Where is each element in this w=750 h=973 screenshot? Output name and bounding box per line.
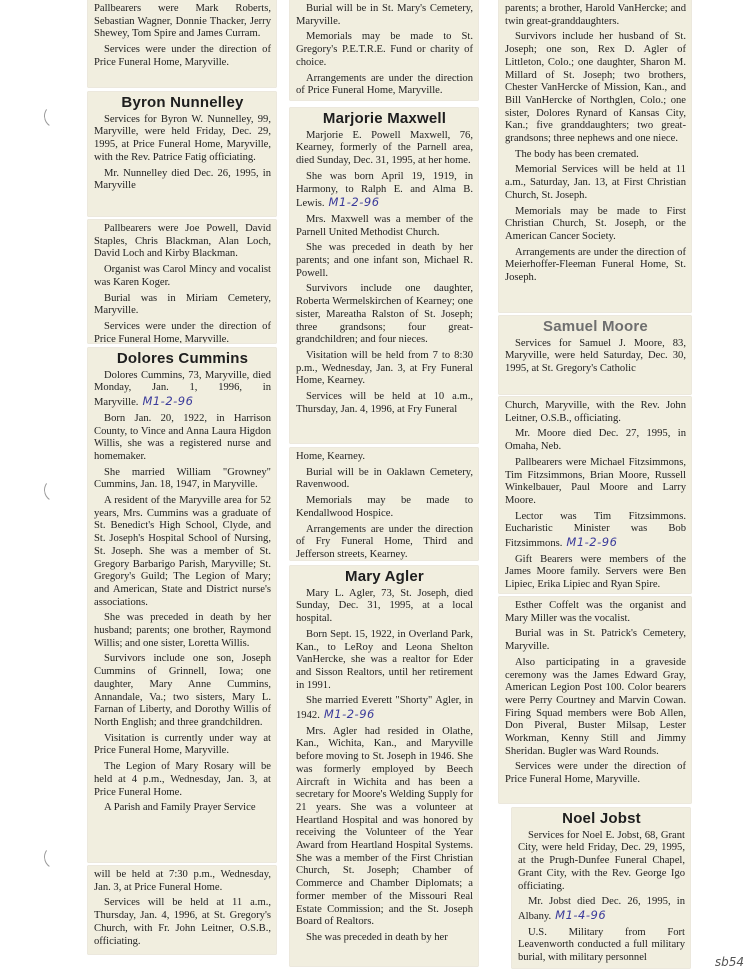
paragraph-text: Lector was Tim Fitzsimmons. Eucharistic Minister was Bob Fitzsimmons.: [505, 510, 686, 550]
paragraph: Survivors include one daughter, Roberta Wermelskirchen of Kearney; one sister, Mareatha Ralston of St. Joseph; three grandsons; four great-grandchildren; and four nieces.: [296, 283, 473, 346]
obituary-noel-jobst: [512, 808, 690, 968]
paragraph: Mary L. Agler, 73, St. Joseph, died Sunday, Dec. 31, 1995, at a local hospital.: [296, 587, 473, 625]
obituary-marjorie-maxwell-continued: [290, 448, 478, 560]
paragraph: Services for Byron W. Nunnelley, 99, Maryville, were held Friday, Dec. 29, 1995, at Price Funeral Home, Maryville, with the Rev. Patrice Fatig officiating.: [94, 113, 271, 163]
obituary-mary-agler: [290, 566, 478, 966]
paragraph: Services were under the direction of Price Funeral Home, Maryville.: [505, 761, 686, 786]
paragraph: Arrangements are under the direction of Fry Funeral Home, Third and Jefferson streets, Kearney.: [296, 523, 473, 560]
paragraph: Mrs. Maxwell was a member of the Parnell United Methodist Church.: [296, 213, 473, 238]
paragraph: parents; a brother, Harold VanHercke; and twin great-granddaughters.: [505, 3, 686, 27]
paragraph-text: Dolores Cummins, 73, Maryville, died Monday, Jan. 1, 1996, in Maryville.: [94, 369, 271, 409]
paragraph: Memorial Services will be held at 11 a.m., Saturday, Jan. 13, at First Christian Church, St. Joseph.: [505, 164, 686, 201]
paragraph: Home, Kearney.: [296, 451, 366, 462]
handwritten-date-note: M1-2-96: [323, 707, 375, 722]
paragraph: Burial will be in St. Mary's Cemetery, Maryville.: [296, 3, 473, 27]
obituary-name-heading: Mary Agler: [345, 568, 424, 585]
paragraph: Burial was in St. Patrick's Cemetery, Maryville.: [505, 628, 686, 653]
paragraph: Survivors include one son, Joseph Cummins of Grinnell, Iowa; one daughter, Mary Anne Cummins, Annandale, Va.; two sisters, Mary L. Farnan of Liberty, and Dorothy Willis of North English; and three grandchildren.: [94, 653, 271, 728]
obituary-marjorie-maxwell: [290, 108, 478, 443]
paragraph: Marjorie E. Powell Maxwell, 76, Kearney, formerly of the Parnell area, died Sunday, Dec. 31, 1995, at her home.: [296, 129, 473, 167]
paragraph: Church, Maryville, with the Rev. John Leitner, O.S.B., officiating.: [505, 400, 686, 424]
handwritten-date-note: M1-2-96: [142, 394, 194, 409]
obituary-samuel-moore-continued: [499, 397, 691, 593]
paragraph: Mr. Nunnelley died Dec. 26, 1995, in Maryville: [94, 167, 271, 192]
handwritten-date-note: M1-4-96: [555, 907, 607, 922]
paragraph: Born Jan. 20, 1922, in Harrison County, to Vince and Anna Laura Higdon Willis, she was a registered nurse and homemaker.: [94, 412, 271, 462]
clipping-col2-top: [290, 0, 478, 100]
paragraph: Services were under the direction of Price Funeral Home, Maryville.: [94, 44, 271, 68]
paragraph: Mr. Moore died Dec. 27, 1995, in Omaha, Neb.: [505, 428, 686, 453]
clipping-col1-top: [88, 0, 276, 87]
paragraph: Services were under the direction of Price Funeral Home, Maryville.: [94, 320, 271, 343]
paragraph: Mrs. Agler had resided in Olathe, Kan., Wichita, Kan., and Maryville before moving to St. Joseph in 1946. She was formerly employed by Beech Aircraft in Wichita and has been a secretary for Moore's Welding Supply for 21 years. She was a volunteer at Heartland Hospital and was honored by receiving the Volunteer of the Year Award from Heartland Hospital Systems. She was a member of the First Christian Church, St. Joseph; Chamber of Commerce and Chamber Diplomats; a former member of the Missouri Real Estate Commission; and the St. Joseph Board of Realtors.: [296, 725, 473, 928]
handwritten-page-note: sb54: [714, 955, 744, 969]
paragraph: Memorials may be made to Kendallwood Hospice.: [296, 495, 473, 519]
obituary-name-heading: Samuel Moore: [543, 318, 648, 335]
paragraph: She was preceded in death by her parents; and one infant son, Michael R. Powell.: [296, 242, 473, 279]
paragraph: [94, 370, 271, 410]
paragraph: She married William "Growney" Cummins, Jan. 18, 1947, in Maryville.: [94, 466, 271, 491]
paragraph: Visitation will be held from 7 to 8:30 p.m., Wednesday, Jan. 3, at Fry Funeral Home, Kearney.: [296, 349, 473, 387]
paragraph: Pallbearers were Mark Roberts, Sebastian Wagner, Donnie Thacker, Jerry Shewey, Tom Spire and James Curram.: [94, 3, 271, 40]
paragraph: [296, 171, 473, 211]
paragraph: She was preceded in death by her husband; parents; one brother, Raymond Willis; and one sister, Loretta Willis.: [94, 612, 271, 649]
paragraph: The Legion of Mary Rosary will be held at 4 p.m., Wednesday, Jan. 3, at Price Funeral Home.: [94, 761, 271, 798]
paragraph-text: She was born April 19, 1919, in Harmony, to Ralph E. and Alma B. Lewis.: [296, 170, 473, 210]
binder-hole-bottom: [42, 843, 70, 871]
obituary-dolores-cummins: [88, 348, 276, 862]
paragraph: The body has been cremated.: [515, 148, 639, 160]
paragraph: Visitation is currently under way at Price Funeral Home, Maryville.: [94, 732, 271, 757]
handwritten-date-note: M1-2-96: [566, 535, 618, 550]
paragraph: Gift Bearers were members of the James Moore family. Servers were Ben Lipiec, Erika Lipiec and Ryan Spire.: [505, 553, 686, 591]
paragraph: Survivors include her husband of St. Joseph; one son, Rex D. Agler of Littleton, Colo.; one daughter, Sharon M. Millard of St. Joseph; two brothers, Chester VanHercke of Mission, Kan., and Bill VanHercke of Northglen, Colo.; one sister, Dolores Rynard of Kansas City, Kan.; five granddaughters; two great-grandsons; three nephews and one niece.: [505, 31, 686, 145]
clipping-col3-top: [499, 0, 691, 312]
paragraph: Also participating in a graveside ceremony was the James Edward Gray, American Legion Post 100. Color bearers were Perry Courtney and Marvin Cowan. Firing Squad members were Bob Allen, Don Piveral, Buster Milsap, Lester Workman, Kenny Still and Jimmy Sheridan. Bugler was Ward Rounds.: [505, 656, 686, 757]
obituary-dolores-cummins-continued: [88, 866, 276, 954]
paragraph-text: She married Everett "Shorty" Agler, in 1942.: [296, 695, 473, 722]
paragraph: [505, 511, 686, 551]
paragraph: Services for Samuel J. Moore, 83, Maryville, were held Saturday, Dec. 30, 1995, at St. Gregory's Catholic: [505, 337, 686, 375]
obituary-name-heading: Dolores Cummins: [116, 350, 249, 367]
paragraph: Services will be held at 11 a.m., Thursday, Jan. 4, 1996, at St. Gregory's Church, with Fr. John Leitner, O.S.B., officiating.: [94, 897, 271, 947]
paragraph: Burial will be in Oaklawn Cemetery, Ravenwood.: [296, 466, 473, 491]
paragraph: [296, 695, 473, 722]
binder-hole-top: [42, 102, 70, 130]
obituary-name-heading: Byron Nunnelley: [121, 94, 244, 111]
paragraph: will be held at 7:30 p.m., Wednesday, Jan. 3, at Price Funeral Home.: [94, 869, 271, 893]
paragraph: Born Sept. 15, 1922, in Overland Park, Kan., to LeRoy and Leona Shelton VanHercke, she was a realtor for Eder and Sisson Realtors, until her retirement in 1991.: [296, 628, 473, 691]
paragraph: Pallbearers were Michael Fitzsimmons, Tim Fitzsimmons, Brian Moore, Russell Winkelbauer, Paul Moore and Larry Moore.: [505, 456, 686, 506]
obituary-name-heading: Noel Jobst: [562, 810, 641, 827]
paragraph: Memorials may be made to St. Gregory's P.E.T.R.E. Fund or charity of choice.: [296, 31, 473, 68]
handwritten-date-note: M1-2-96: [328, 195, 380, 210]
binder-hole-middle: [42, 476, 70, 504]
paragraph-text: Mr. Jobst died Dec. 26, 1995, in Albany.: [518, 896, 685, 922]
obituary-samuel-moore: [499, 316, 691, 394]
paragraph: [518, 896, 685, 923]
paragraph: Arrangements are under the direction of Price Funeral Home, Maryville.: [296, 72, 473, 97]
paragraph: A resident of the Maryville area for 52 years, Mrs. Cummins was a graduate of St. Benedict's High School, Clyde, and St. Joseph's Hospital School of Nursing, St. Joseph. She was a member of St. Gregory Barbarigo Parish, Maryville; St. Gregory's Guild; The Legion of Mary; and American, State and District nurse's associations.: [94, 495, 271, 608]
obituary-name-heading: Marjorie Maxwell: [322, 110, 447, 127]
paragraph: Burial was in Miriam Cemetery, Maryville.: [94, 292, 271, 317]
paragraph: She was preceded in death by her: [306, 931, 448, 943]
paragraph: Esther Coffelt was the organist and Mary Miller was the vocalist.: [505, 600, 686, 624]
paragraph: Memorials may be made to First Christian Church, St. Joseph, or the American Cancer Society.: [505, 205, 686, 242]
paragraph: A Parish and Family Prayer Service: [104, 802, 256, 814]
paragraph: Organist was Carol Mincy and vocalist was Karen Koger.: [94, 264, 271, 288]
obituary-samuel-moore-continued-2: [499, 597, 691, 803]
paragraph: Services for Noel E. Jobst, 68, Grant City, were held Friday, Dec. 29, 1995, at the Prugh-Dunfee Funeral Chapel, Grant City, with the Rev. George Igo officiating.: [518, 829, 685, 892]
paragraph: U.S. Military from Fort Leavenworth conducted a full military burial, with military personnel: [518, 926, 685, 964]
obituary-byron-nunnelley-continued: [88, 220, 276, 343]
obituary-byron-nunnelley: [88, 92, 276, 216]
paragraph: Arrangements are under the direction of Meierhoffer-Fleeman Funeral Home, St. Joseph.: [505, 246, 686, 284]
paragraph: Services will be held at 10 a.m., Thursday, Jan. 4, 1996, at Fry Funeral: [296, 391, 473, 415]
paragraph: Pallbearers were Joe Powell, David Staples, Chris Blackman, Alan Loch, David Loch and Kirby Blackman.: [94, 223, 271, 260]
